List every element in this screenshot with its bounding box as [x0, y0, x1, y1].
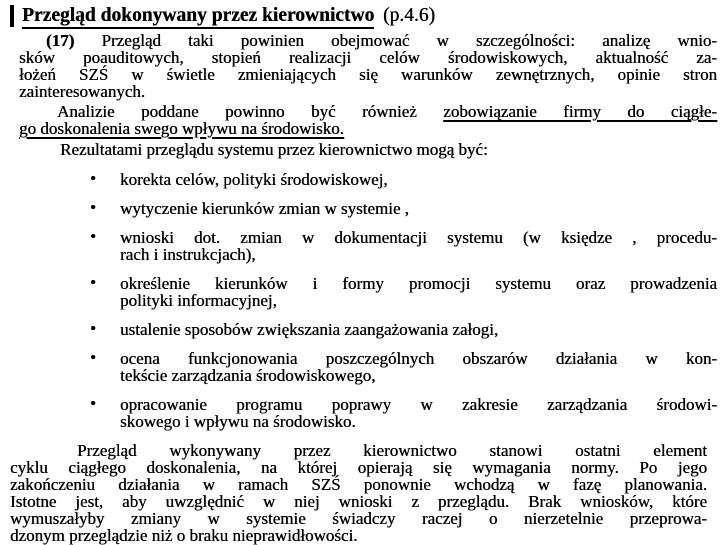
bullet-icon: •	[90, 348, 96, 367]
results-bullet-list	[19, 171, 717, 430]
text-segment: Analizie poddane powinno być również	[57, 102, 444, 121]
text-line: skowego i wpływu na środowisko.	[120, 412, 356, 431]
title-text: Przegląd dokonywany przez kierownictwo	[22, 5, 374, 29]
text-line: Przegląd wykonywany przez kierownictwo stanowi ostatni element	[77, 441, 707, 460]
text-line	[19, 120, 717, 137]
bullet-icon: •	[90, 169, 96, 188]
bullet-icon: •	[90, 394, 96, 413]
text-line	[19, 32, 717, 49]
paragraph-closing	[10, 442, 707, 544]
text-line: łożeń SZŚ w świetle zmieniających się warunków zewnętrznych, opinie stron	[19, 65, 717, 84]
bullet-item	[19, 229, 717, 263]
bullet-icon: •	[90, 227, 96, 246]
bullet-icon: •	[90, 198, 96, 217]
text-line: tekście zarządzania środowiskowego,	[120, 366, 376, 385]
text-line: sków poauditowych, stopień realizacji celów środowiskowych, aktualność za-	[19, 48, 717, 67]
text-line: zainteresowanych.	[19, 82, 146, 101]
text-line: polityki informacyjnej,	[120, 291, 277, 310]
bullet-item	[19, 275, 717, 309]
text-line: Istotne jest, aby uwzględnić w niej wnioski z przeglądu. Brak wniosków, które	[10, 492, 707, 511]
text-line: ustalenie sposobów zwiększania zaangażowania załogi,	[120, 320, 499, 339]
text-line: wymuszałyby zmiany w systemie świadczy raczej o nierzetelnie przeprowa-	[10, 509, 707, 528]
title-reference: (p.4.6)	[383, 5, 436, 26]
paragraph-commitment	[19, 103, 717, 137]
text-line: dzonym przeglądzie niż o braku nieprawidłowości.	[10, 526, 358, 545]
bullet-icon: •	[90, 319, 96, 338]
text-line: korekta celów, polityki środowiskowej,	[120, 170, 388, 189]
paragraph-results-lead	[19, 141, 717, 158]
text-line: ocena funkcjonowania poszczególnych obszarów działania w kon-	[120, 349, 717, 368]
text-line: rach i instrukcjach),	[120, 245, 256, 264]
text-line: zakończeniu działania w ramach SZŚ ponownie wchodzą w fazę planowania.	[10, 475, 707, 494]
text-line: Rezultatami przeglądu systemu przez kierownictwo mogą być:	[60, 140, 488, 159]
scan-artifact	[10, 5, 14, 27]
text-segment: Przegląd taki powinien obejmować w szczególności: analizę wnio-	[74, 31, 717, 50]
bullet-item	[19, 200, 717, 217]
text-line	[19, 103, 717, 120]
bullet-icon: •	[90, 273, 96, 292]
bullet-item	[19, 321, 717, 338]
bullet-item	[19, 350, 717, 384]
bullet-item	[19, 171, 717, 188]
page-title	[22, 5, 717, 27]
text-line: wytyczenie kierunków zmian w systemie ,	[120, 199, 409, 218]
text-line: opracowanie programu poprawy w zakresie zarządzania środowi-	[120, 395, 717, 414]
paragraph-number: (17)	[46, 31, 75, 50]
underlined-text: zobowiązanie firmy do ciągłe-	[443, 102, 717, 121]
text-line: cyklu ciągłego doskonalenia, na której opierają się wymagania normy. Po jego	[10, 458, 707, 477]
underlined-text: go doskonalenia swego wpływu na środowisko.	[19, 119, 344, 138]
bullet-item	[19, 396, 717, 430]
text-line: wnioski dot. zmian w dokumentacji systemu (w księdze , procedu-	[120, 228, 717, 247]
paragraph-intro	[19, 32, 717, 100]
text-line: określenie kierunków i formy promocji systemu oraz prowadzenia	[120, 274, 717, 293]
